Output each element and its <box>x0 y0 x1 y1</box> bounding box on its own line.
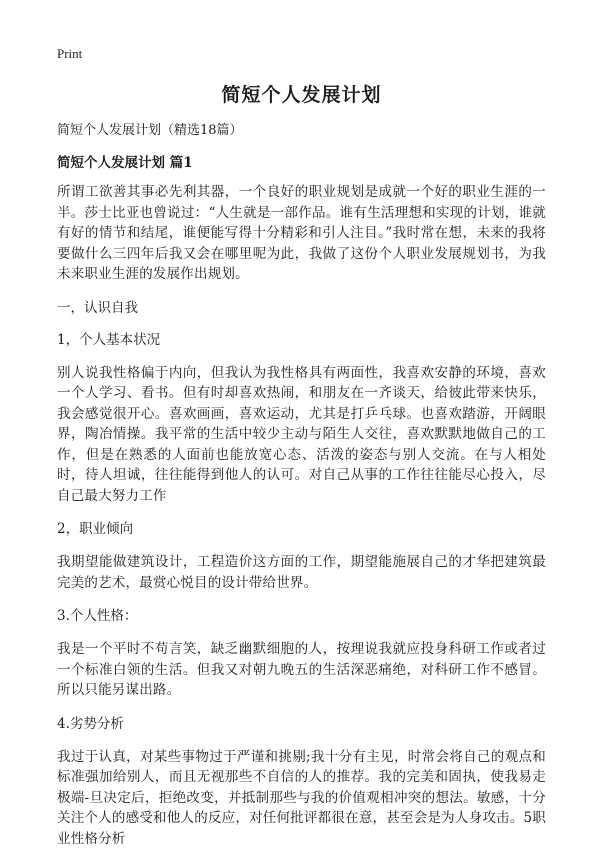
paragraph-personality: 我是一个平时不苟言笑，缺乏幽默细胞的人，按理说我就应投身科研工作或者过一个标准白领的生活。但我又对朝九晚五的生活深恶痛绝，对科研工作不感冒。所以只能另谋出路。 <box>57 639 546 701</box>
heading-basic-status: 1，个人基本状况 <box>57 331 546 349</box>
paragraph-weakness: 我过于认真，对某些事物过于严谨和挑剔;我十分有主见，时常会将自己的观点和标准强加给别人，而且无视那些不自信的人的推荐。我的完美和固执，使我易走极端-旦决定后，拒绝改变，并抵制那些与我的价值观相冲突的想法。敏感，十分关注个人的感受和他人的反应，对任何批评都很在意，甚至会是为人身攻击。5职业性格分析 <box>57 747 546 849</box>
section-title: 简短个人发展计划 篇1 <box>57 154 546 172</box>
paragraph-career-tendency: 我期望能做建筑设计，工程造价这方面的工作，期望能施展自己的才华把建筑最完美的艺术，最赏心悦目的设计带给世界。 <box>57 552 546 593</box>
intro-paragraph: 所谓工欲善其事必先利其器，一个良好的职业规划是成就一个好的职业生涯的一半。莎士比亚也曾说过：“人生就是一部作品。谁有生活理想和实现的计划，谁就有好的情节和结尾，谁便能写得十分精彩和引人注目。”我时常在想，未来的我将要做什么三四年后我又会在哪里呢为此，我做了这份个人职业发展规划书，为我未来职业生涯的发展作出规划。 <box>57 182 546 285</box>
document-title: 简短个人发展计划 <box>57 82 546 108</box>
heading-self-awareness: 一，认识自我 <box>57 299 546 317</box>
paragraph-basic-status: 别人说我性格偏于内向，但我认为我性格具有两面性，我喜欢安静的环境，喜欢一个人学习、看书。但有时却喜欢热闹，和朋友在一齐谈天，给彼此带来快乐，我会感觉很开心。喜欢画画，喜欢运动，尤其是打乒乓球。也喜欢踏游，开阔眼界，陶冶情操。我平常的生活中较少主动与陌生人交往，喜欢默默地做自己的工作，但是在熟悉的人面前也能放宽心态、活泼的姿态与别人交流。在与人相处时，待人坦诚，往往能得到他人的认可。对自己从事的工作往往能尽心投入，尽自己最大努力工作 <box>57 363 546 507</box>
document-subtitle: 简短个人发展计划（精选18篇） <box>57 122 546 140</box>
heading-career-tendency: 2，职业倾向 <box>57 520 546 538</box>
heading-personality: 3.个人性格： <box>57 607 546 625</box>
heading-weakness: 4.劣势分析 <box>57 715 546 733</box>
print-link[interactable]: Print <box>57 46 546 62</box>
